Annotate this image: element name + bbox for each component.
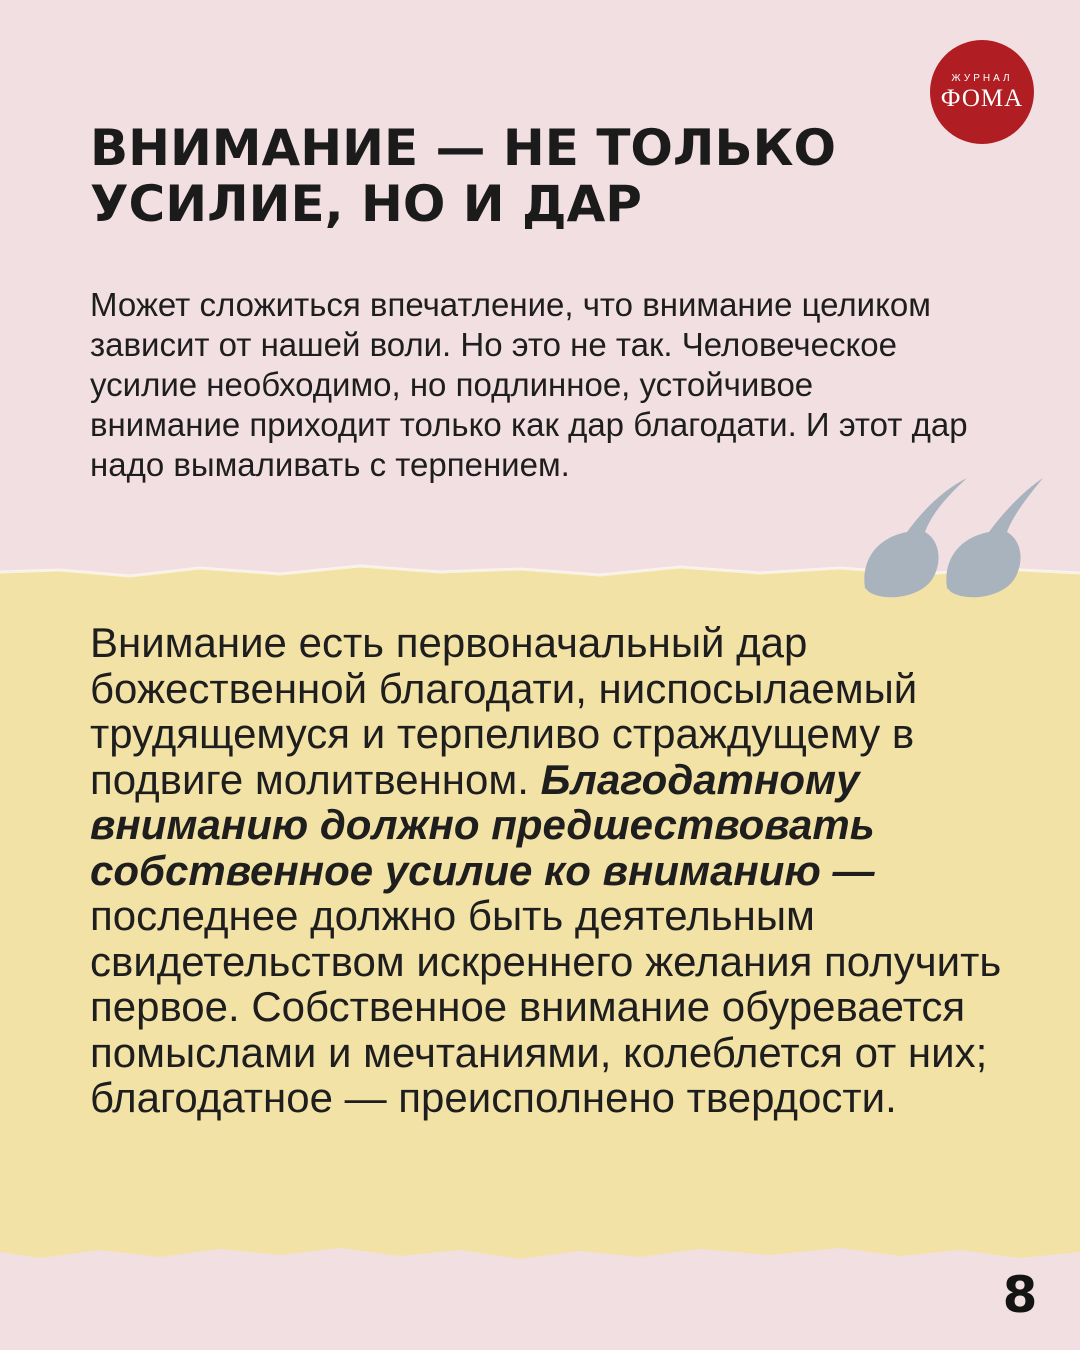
foma-logo [930,40,1034,144]
quote-part-2: последнее должно быть деятельным свидетельством искреннего желания получить первое. Собственное внимание обуревается помыслами и мечтаниями, колеблется от них; благодатное — преисполнено твердости. [90,892,1002,1121]
intro-paragraph: Может сложиться впечатление, что внимание целиком зависит от нашей воли. Но это не так. Человеческое усилие необходимо, но подлинное, устойчивое внимание приходит только как дар благодати. И этот дар надо вымаливать с терпением. [90,286,968,483]
logo-title: ФОМА [940,85,1024,112]
quote-text [90,620,1030,1121]
page-title: ВНИМАНИЕ — НЕ ТОЛЬКО УСИЛИЕ, НО И ДАР [90,119,836,233]
quote-part-1: Внимание есть первоначальный дар божественной благодати, ниспосылаемый трудящемуся и терпеливо страждущему в подвиге молитвенном. [90,619,918,803]
page-number: 8 [1002,1266,1038,1324]
logo-caption: ЖУРНАЛ [951,73,1013,84]
quote-emphasis: Благодатному вниманию должно предшествовать собственное усилие ко вниманию — [90,755,875,894]
quote-mark-icon [855,470,1045,610]
